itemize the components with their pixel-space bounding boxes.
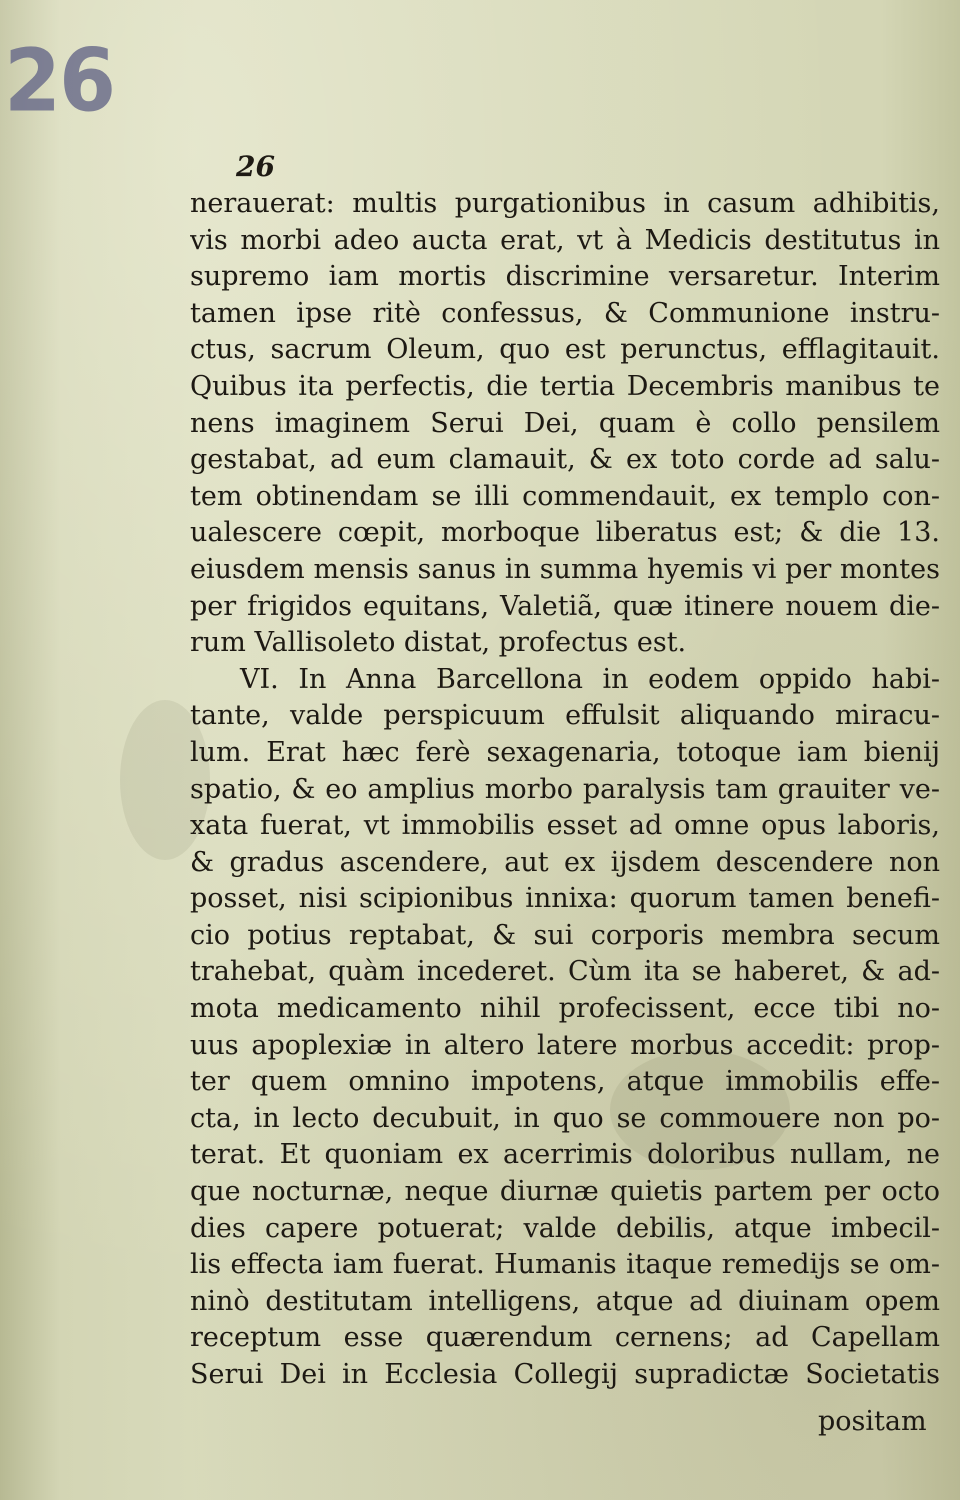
text-line: uus apoplexiæ in altero latere morbus accedit: prop-: [190, 1029, 940, 1061]
library-stamp-number: 26: [4, 31, 115, 132]
text-line: xata fuerat, vt immobilis esset ad omne opus laboris,: [190, 810, 940, 842]
text-line: lum. Erat hæc ferè sexagenaria, totoque iam bienij: [190, 736, 940, 768]
text-line: dies capere potuerat; valde debilis, atque imbecil-: [190, 1212, 940, 1244]
text-line: VI. In Anna Barcellona in eodem oppido habi-: [240, 663, 940, 695]
text-line: nerauerat: multis purgationibus in casum adhibitis,: [190, 188, 940, 219]
text-line: trahebat, quàm incederet. Cùm ita se haberet, & ad-: [190, 956, 940, 988]
text-line: posset, nisi scipionibus innixa: quorum tamen benefi-: [190, 883, 940, 915]
text-line: vis morbi adeo aucta erat, vt à Medicis destitutus in: [190, 224, 940, 256]
text-line: cio potius reptabat, & sui corporis membra secum: [190, 919, 940, 951]
text-line: tamen ipse ritè confessus, & Communione instru-: [190, 297, 940, 329]
text-line: receptum esse quærendum cernens; ad Capellam: [190, 1322, 940, 1354]
text-line: & gradus ascendere, aut ex ijsdem descendere non: [190, 846, 940, 878]
text-line: mota medicamento nihil profecissent, ecce tibi no-: [190, 993, 940, 1025]
text-line: cta, in lecto decubuit, in quo se commouere non po-: [190, 1102, 940, 1134]
text-line: rum Vallisoleto distat, profectus est.: [190, 627, 687, 659]
catchword: positam: [818, 1406, 927, 1437]
text-line: ualescere cœpit, morboque liberatus est; & die 13.: [190, 517, 940, 549]
text-line: eiusdem mensis sanus in summa hyemis vi per montes: [190, 553, 940, 585]
text-line: gestabat, ad eum clamauit, & ex toto corde ad salu-: [190, 444, 940, 476]
text-line: Quibus ita perfectis, die tertia Decembris manibus te: [190, 370, 940, 402]
text-line: Serui Dei in Ecclesia Collegij supradictæ Societatis: [190, 1359, 940, 1390]
text-line: spatio, & eo amplius morbo paralysis tam grauiter ve-: [190, 773, 940, 805]
text-line: que nocturnæ, neque diurnæ quietis partem per octo: [190, 1176, 940, 1208]
text-line: tante, valde perspicuum effulsit aliquando miracu-: [190, 700, 940, 732]
text-line: tem obtinendam se illi commendauit, ex templo con-: [190, 480, 940, 512]
text-line: lis effecta iam fuerat. Humanis itaque remedijs se om-: [190, 1249, 940, 1281]
text-line: ctus, sacrum Oleum, quo est perunctus, efflagitauit.: [190, 334, 940, 366]
text-line: supremo iam mortis discrimine versaretur. Interim: [190, 261, 940, 293]
page-number: 26: [236, 150, 275, 183]
body-text: [190, 186, 940, 1394]
text-line: per frigidos equitans, Valetiã, quæ itinere nouem die-: [190, 590, 940, 622]
text-line: terat. Et quoniam ex acerrimis doloribus nullam, ne: [190, 1139, 940, 1171]
text-line: nens imaginem Serui Dei, quam è collo pensilem: [190, 407, 940, 439]
text-line: ninò destitutam intelligens, atque ad diuinam opem: [190, 1285, 940, 1317]
text-line: ter quem omnino impotens, atque immobilis effe-: [190, 1066, 940, 1098]
